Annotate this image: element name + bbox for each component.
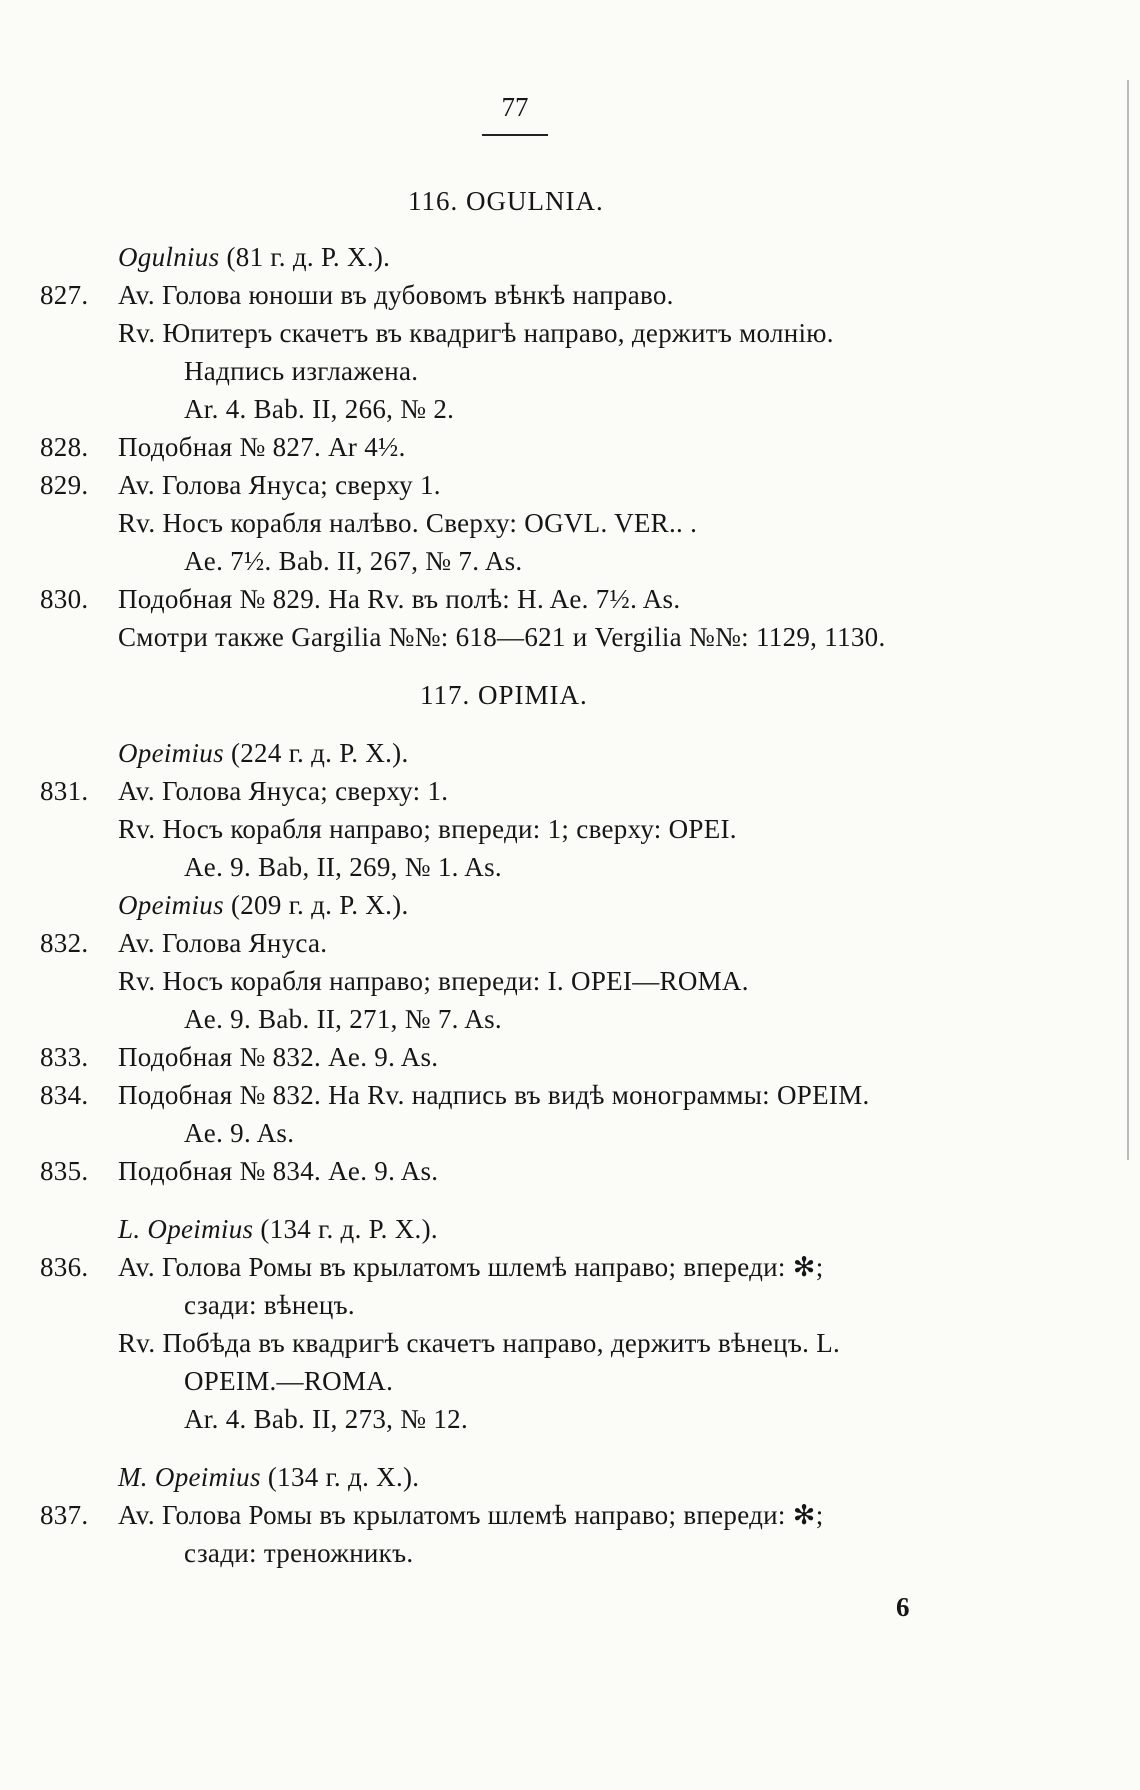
entry-number: 834. [40,1080,89,1110]
entry-text: Подобная № 829. На Rv. въ полѣ: H. Ae. 7½. As. [118,584,681,614]
entry-text: Av. Голова Януса; сверху 1. [118,470,441,500]
moneyer-line [118,736,409,770]
entry-number: 830. [40,584,89,614]
entry-text: Av. Голова Януса. [118,928,328,958]
moneyer-line [118,1212,438,1246]
moneyer-name: Opeimius [118,890,224,920]
entry-text: Rv. Носъ корабля направо; впереди: 1; сверху: OPEI. [118,814,737,844]
entry-number: 829. [40,470,89,500]
entry-text: сзади: вѣнецъ. [184,1290,355,1320]
entry-number: 836. [40,1252,89,1282]
moneyer-name: Ogulnius [118,242,220,272]
entry-text: Ae. 9. As. [184,1118,295,1148]
entry-text: OPEIM.—ROMA. [184,1366,394,1396]
page-number: 77 [501,92,529,122]
entry-text: Ar. 4. Bab. II, 273, № 12. [184,1404,469,1434]
entry-text: Надпись изглажена. [184,356,419,386]
moneyer-line [118,1460,419,1494]
entry-text: Rv. Юпитеръ скачетъ въ квадригѣ направо, держитъ молнію. [118,318,834,348]
entry-text: Av. Голова Ромы въ крылатомъ шлемѣ направо; впереди: ✻; [118,1252,824,1282]
entry-number: 832. [40,928,89,958]
entry-text: Подобная № 834. Ae. 9. As. [118,1156,439,1186]
page-number-rule [482,134,548,136]
moneyer-name: L. Opeimius [118,1214,254,1244]
entry-text: Ar. 4. Bab. II, 266, № 2. [184,394,455,424]
moneyer-date: (134 г. д. Х.). [267,1462,420,1492]
entry-number: 828. [40,432,89,462]
section-heading-opimia: 117. OPIMIA. [420,680,588,710]
entry-text: Av. Голова юноши въ дубовомъ вѣнкѣ направо. [118,280,674,310]
moneyer-date: (134 г. д. Р. Х.). [260,1214,438,1244]
entry-text: Ae. 9. Bab. II, 271, № 7. As. [184,1004,502,1034]
page-edge-line [1127,80,1129,1160]
entry-text: Rv. Побѣда въ квадригѣ скачетъ направо, держитъ вѣнецъ. L. [118,1328,841,1358]
moneyer-line [118,240,390,274]
entry-text: Подобная № 827. Ar 4½. [118,432,406,462]
moneyer-date: (209 г. д. Р. Х.). [230,890,409,920]
entry-text: Ae. 9. Bab, II, 269, № 1. As. [184,852,502,882]
section-heading-ogulnia: 116. OGULNIA. [408,186,604,216]
entry-number: 837. [40,1500,89,1530]
entry-text: Av. Голова Януса; сверху: 1. [118,776,449,806]
moneyer-name: M. Opeimius [118,1462,261,1492]
signature-mark: 6 [896,1592,910,1622]
entry-number: 827. [40,280,89,310]
entry-text: сзади: треножникъ. [184,1538,414,1568]
entry-number: 835. [40,1156,89,1186]
moneyer-line [118,888,409,922]
entry-text: Подобная № 832. Ae. 9. As. [118,1042,439,1072]
entry-text: Ae. 7½. Bab. II, 267, № 7. As. [184,546,523,576]
see-also-line: Смотри также Gargilia №№: 618—621 и Vergilia №№: 1129, 1130. [118,622,886,652]
entry-text: Rv. Носъ корабля налѣво. Сверху: OGVL. VER.. . [118,508,698,538]
entry-text: Av. Голова Ромы въ крылатомъ шлемѣ направо; впереди: ✻; [118,1500,824,1530]
entry-text: Rv. Носъ корабля направо; впереди: I. OPEI—ROMA. [118,966,749,996]
entry-text: Подобная № 832. На Rv. надпись въ видѣ монограммы: OPEIM. [118,1080,870,1110]
entry-number: 831. [40,776,89,806]
moneyer-date: (81 г. д. Р. Х.). [226,242,391,272]
moneyer-date: (224 г. д. Р. Х.). [230,738,409,768]
moneyer-name: Opeimius [118,738,224,768]
entry-number: 833. [40,1042,89,1072]
